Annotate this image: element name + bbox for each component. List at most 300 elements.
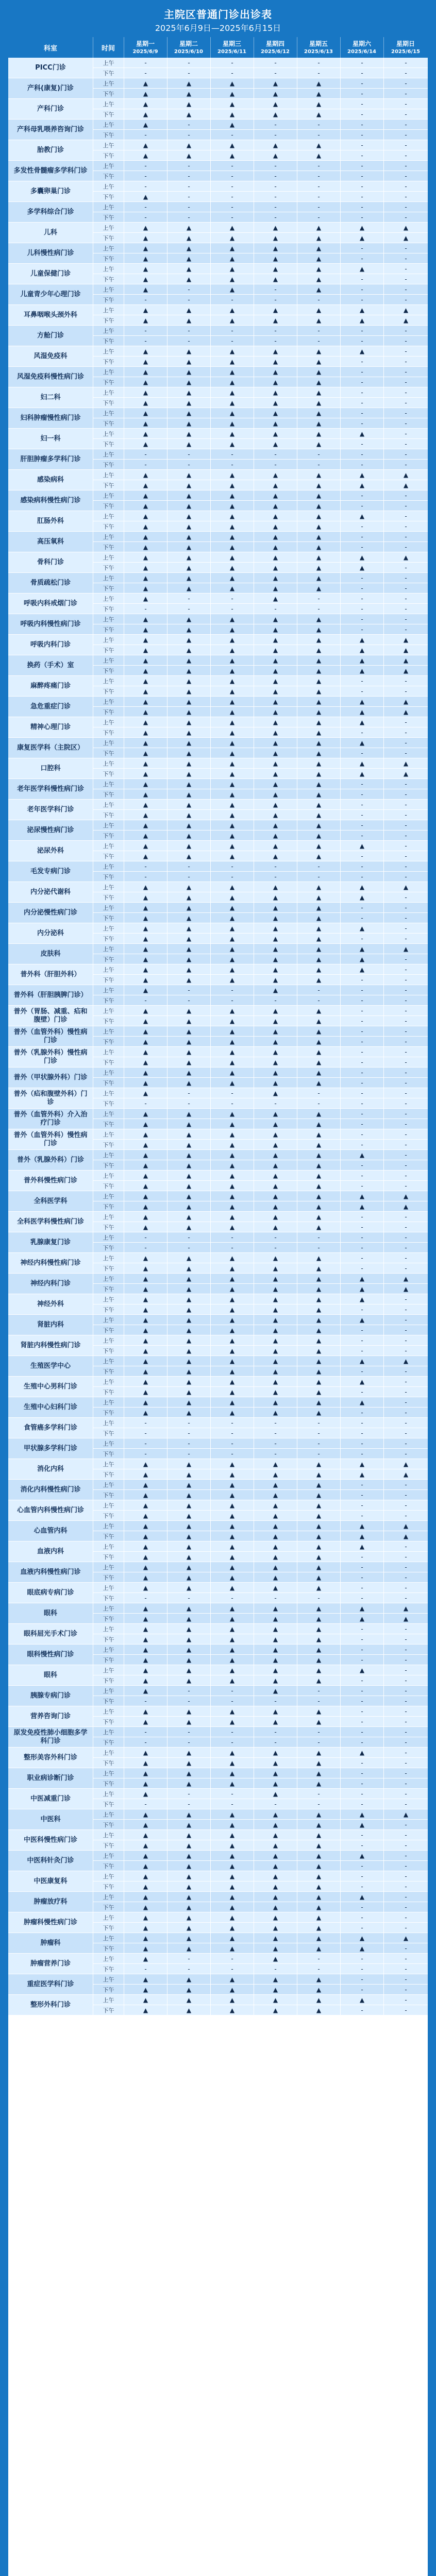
closed-mark-cell: - [340, 253, 383, 264]
open-mark-cell: ▲ [340, 1150, 383, 1160]
open-mark-cell: ▲ [124, 398, 167, 408]
closed-mark-cell: - [383, 521, 428, 532]
dept-name-cell: 营养咨询门诊 [8, 1706, 93, 1727]
closed-mark-cell: - [383, 1438, 428, 1449]
open-mark-cell: ▲ [124, 233, 167, 243]
closed-mark-cell: - [383, 676, 428, 686]
open-mark-cell: ▲ [210, 1037, 254, 1047]
open-mark-cell: ▲ [210, 903, 254, 913]
open-mark-cell: ▲ [124, 645, 167, 655]
dept-name-cell: 换药（手术）室 [8, 655, 93, 676]
open-mark-cell: ▲ [297, 1109, 340, 1119]
col-header-period-label: 时间 [101, 44, 115, 53]
closed-mark-cell: - [383, 357, 428, 367]
dept-name-cell: 普外（疝和腹壁外科）门诊 [8, 1088, 93, 1109]
closed-mark-cell: - [124, 212, 167, 223]
open-mark-cell: ▲ [254, 1469, 297, 1480]
open-mark-cell: ▲ [297, 552, 340, 563]
open-mark-cell: ▲ [167, 1047, 210, 1057]
open-mark-cell: ▲ [254, 1572, 297, 1583]
open-mark-cell: ▲ [254, 1583, 297, 1593]
closed-mark-cell: - [383, 1325, 428, 1335]
open-mark-cell: ▲ [297, 150, 340, 161]
open-mark-cell: ▲ [210, 913, 254, 923]
open-mark-cell: ▲ [210, 150, 254, 161]
closed-mark-cell: - [383, 1006, 428, 1016]
period-cell: 下午 [93, 192, 124, 202]
open-mark-cell: ▲ [383, 707, 428, 717]
open-mark-cell: ▲ [210, 1840, 254, 1851]
period-cell: 下午 [93, 1717, 124, 1727]
table-row [93, 1624, 428, 1634]
open-mark-cell: ▲ [297, 1171, 340, 1181]
closed-mark-cell: - [340, 1882, 383, 1892]
closed-mark-cell: - [383, 1593, 428, 1603]
open-mark-cell: ▲ [297, 1346, 340, 1356]
table-row [93, 1603, 428, 1614]
table-row [93, 594, 428, 604]
open-mark-cell: ▲ [124, 1830, 167, 1840]
closed-mark-cell: - [340, 192, 383, 202]
open-mark-cell: ▲ [297, 1335, 340, 1346]
period-cell: 下午 [93, 1778, 124, 1789]
period-cell: 上午 [93, 326, 124, 336]
open-mark-cell: ▲ [167, 1675, 210, 1686]
open-mark-cell: ▲ [167, 89, 210, 99]
open-mark-cell: ▲ [167, 583, 210, 594]
closed-mark-cell: - [167, 1438, 210, 1449]
open-mark-cell: ▲ [297, 1459, 340, 1469]
open-mark-cell: ▲ [254, 779, 297, 789]
open-mark-cell: ▲ [254, 594, 297, 604]
open-mark-cell: ▲ [210, 1985, 254, 1995]
open-mark-cell: ▲ [210, 1201, 254, 1212]
open-mark-cell: ▲ [210, 1078, 254, 1088]
open-mark-cell: ▲ [297, 1912, 340, 1923]
open-mark-cell: ▲ [124, 542, 167, 552]
dept-name-cell: 整形外科门诊 [8, 1995, 93, 2015]
open-mark-cell: ▲ [254, 1377, 297, 1387]
dept-name-cell: 普外（甲状腺外科）门诊 [8, 1067, 93, 1088]
period-cell: 下午 [93, 563, 124, 573]
closed-mark-cell: - [254, 460, 297, 470]
table-row [93, 1274, 428, 1284]
table-row [93, 449, 428, 460]
open-mark-cell: ▲ [254, 583, 297, 594]
table-row [93, 1902, 428, 1912]
closed-mark-cell: - [383, 1253, 428, 1263]
open-mark-cell: ▲ [340, 645, 383, 655]
open-mark-cell: ▲ [254, 676, 297, 686]
open-mark-cell: ▲ [297, 1933, 340, 1943]
open-mark-cell: ▲ [210, 1933, 254, 1943]
open-mark-cell: ▲ [297, 532, 340, 542]
open-mark-cell: ▲ [167, 1923, 210, 1933]
open-mark-cell: ▲ [254, 1459, 297, 1469]
table-row [93, 99, 428, 109]
closed-mark-cell: - [383, 202, 428, 212]
open-mark-cell: ▲ [383, 758, 428, 769]
open-mark-cell: ▲ [167, 1624, 210, 1634]
open-mark-cell: ▲ [254, 934, 297, 944]
open-mark-cell: ▲ [210, 1820, 254, 1830]
open-mark-cell: ▲ [297, 470, 340, 480]
open-mark-cell: ▲ [210, 315, 254, 326]
table-row [93, 1387, 428, 1397]
open-mark-cell: ▲ [254, 542, 297, 552]
open-mark-cell: ▲ [124, 1974, 167, 1985]
closed-mark-cell: - [383, 161, 428, 171]
closed-mark-cell: - [340, 1171, 383, 1181]
dept-name-cell: 皮肤科 [8, 944, 93, 964]
open-mark-cell: ▲ [124, 1572, 167, 1583]
col-header-day-6 [340, 37, 383, 58]
closed-mark-cell: - [124, 1593, 167, 1603]
open-mark-cell: ▲ [210, 1346, 254, 1356]
open-mark-cell: ▲ [167, 1294, 210, 1304]
closed-mark-cell: - [340, 1222, 383, 1232]
table-row [93, 758, 428, 769]
open-mark-cell: ▲ [167, 635, 210, 645]
open-mark-cell: ▲ [167, 1377, 210, 1387]
open-mark-cell: ▲ [167, 274, 210, 284]
period-cell: 上午 [93, 841, 124, 851]
period-cell: 上午 [93, 161, 124, 171]
open-mark-cell: ▲ [167, 521, 210, 532]
open-mark-cell: ▲ [254, 480, 297, 490]
open-mark-cell: ▲ [297, 1037, 340, 1047]
open-mark-cell: ▲ [254, 1665, 297, 1675]
table-row [93, 1717, 428, 1727]
open-mark-cell: ▲ [124, 1469, 167, 1480]
table-row [93, 1809, 428, 1820]
open-mark-cell: ▲ [167, 99, 210, 109]
open-mark-cell: ▲ [167, 707, 210, 717]
closed-mark-cell: - [210, 171, 254, 181]
closed-mark-cell: - [254, 336, 297, 346]
closed-mark-cell: - [383, 1026, 428, 1037]
col-header-period [93, 37, 124, 58]
open-mark-cell: ▲ [210, 501, 254, 511]
open-mark-cell: ▲ [297, 1943, 340, 1954]
period-cell: 下午 [93, 624, 124, 635]
table-row [93, 253, 428, 264]
open-mark-cell: ▲ [167, 769, 210, 779]
open-mark-cell: ▲ [124, 624, 167, 635]
closed-mark-cell: - [340, 1438, 383, 1449]
open-mark-cell: ▲ [167, 1469, 210, 1480]
period-cell: 上午 [93, 1480, 124, 1490]
open-mark-cell: ▲ [124, 521, 167, 532]
open-mark-cell: ▲ [383, 1933, 428, 1943]
closed-mark-cell: - [383, 336, 428, 346]
open-mark-cell: ▲ [167, 315, 210, 326]
table-row [93, 1047, 428, 1057]
open-mark-cell: ▲ [383, 470, 428, 480]
open-mark-cell: ▲ [210, 1119, 254, 1129]
open-mark-cell: ▲ [210, 1583, 254, 1593]
open-mark-cell: ▲ [297, 1377, 340, 1387]
open-mark-cell: ▲ [124, 1511, 167, 1521]
open-mark-cell: ▲ [254, 789, 297, 800]
closed-mark-cell: - [340, 686, 383, 697]
open-mark-cell: ▲ [167, 563, 210, 573]
table-row [93, 604, 428, 614]
closed-mark-cell: - [340, 1006, 383, 1016]
open-mark-cell: ▲ [383, 1356, 428, 1366]
open-mark-cell: ▲ [297, 1820, 340, 1830]
open-mark-cell: ▲ [297, 511, 340, 521]
period-cell: 下午 [93, 1304, 124, 1315]
dept-name-cell: 感染病科 [8, 470, 93, 490]
open-mark-cell: ▲ [254, 913, 297, 923]
closed-mark-cell: - [210, 1727, 254, 1737]
closed-mark-cell: - [340, 1861, 383, 1871]
closed-mark-cell: - [383, 532, 428, 542]
open-mark-cell: ▲ [254, 769, 297, 779]
open-mark-cell: ▲ [124, 934, 167, 944]
open-mark-cell: ▲ [210, 1480, 254, 1490]
open-mark-cell: ▲ [124, 1387, 167, 1397]
open-mark-cell: ▲ [124, 1943, 167, 1954]
period-cell: 下午 [93, 1737, 124, 1748]
open-mark-cell: ▲ [210, 1191, 254, 1201]
open-mark-cell: ▲ [124, 1408, 167, 1418]
open-mark-cell: ▲ [124, 1748, 167, 1758]
open-mark-cell: ▲ [254, 851, 297, 861]
open-mark-cell: ▲ [210, 1408, 254, 1418]
open-mark-cell: ▲ [210, 1500, 254, 1511]
closed-mark-cell: - [297, 171, 340, 181]
closed-mark-cell: - [210, 295, 254, 305]
closed-mark-cell: - [383, 542, 428, 552]
closed-mark-cell: - [254, 1428, 297, 1438]
period-cell: 下午 [93, 1243, 124, 1253]
open-mark-cell: ▲ [124, 1778, 167, 1789]
open-mark-cell: ▲ [254, 1902, 297, 1912]
table-row [93, 1315, 428, 1325]
closed-mark-cell: - [124, 1799, 167, 1809]
dept-name-cell: 全科医学科慢性病门诊 [8, 1212, 93, 1232]
open-mark-cell: ▲ [124, 1253, 167, 1263]
open-mark-cell: ▲ [340, 1356, 383, 1366]
closed-mark-cell: - [340, 1243, 383, 1253]
closed-mark-cell: - [340, 161, 383, 171]
table-row [93, 1500, 428, 1511]
closed-mark-cell: - [167, 1737, 210, 1748]
period-cell: 下午 [93, 1057, 124, 1067]
closed-mark-cell: - [383, 604, 428, 614]
open-mark-cell: ▲ [297, 1150, 340, 1160]
closed-mark-cell: - [383, 1552, 428, 1562]
period-cell: 下午 [93, 934, 124, 944]
open-mark-cell: ▲ [210, 470, 254, 480]
closed-mark-cell: - [210, 336, 254, 346]
open-mark-cell: ▲ [383, 1191, 428, 1201]
open-mark-cell: ▲ [297, 429, 340, 439]
open-mark-cell: ▲ [340, 738, 383, 748]
open-mark-cell: ▲ [254, 1335, 297, 1346]
closed-mark-cell: - [340, 130, 383, 140]
open-mark-cell: ▲ [124, 769, 167, 779]
closed-mark-cell: - [297, 326, 340, 336]
open-mark-cell: ▲ [297, 305, 340, 315]
closed-mark-cell: - [340, 521, 383, 532]
closed-mark-cell: - [383, 460, 428, 470]
open-mark-cell: ▲ [167, 1284, 210, 1294]
open-mark-cell: ▲ [124, 1222, 167, 1232]
open-mark-cell: ▲ [167, 1933, 210, 1943]
open-mark-cell: ▲ [167, 1274, 210, 1284]
table-row [93, 346, 428, 357]
open-mark-cell: ▲ [210, 1067, 254, 1078]
period-cell: 上午 [93, 367, 124, 377]
open-mark-cell: ▲ [254, 717, 297, 727]
period-cell: 上午 [93, 985, 124, 995]
open-mark-cell: ▲ [340, 305, 383, 315]
table-row [93, 1160, 428, 1171]
closed-mark-cell: - [340, 1232, 383, 1243]
table-row [93, 1119, 428, 1129]
closed-mark-cell: - [383, 418, 428, 429]
table-row [93, 1727, 428, 1737]
period-cell: 下午 [93, 831, 124, 841]
closed-mark-cell: - [340, 624, 383, 635]
closed-mark-cell: - [383, 1181, 428, 1191]
period-cell: 下午 [93, 872, 124, 882]
period-cell: 下午 [93, 1840, 124, 1851]
open-mark-cell: ▲ [167, 429, 210, 439]
table-row [93, 1098, 428, 1109]
open-mark-cell: ▲ [124, 1871, 167, 1882]
closed-mark-cell: - [297, 1789, 340, 1799]
closed-mark-cell: - [383, 1799, 428, 1809]
closed-mark-cell: - [383, 439, 428, 449]
closed-mark-cell: - [383, 1119, 428, 1129]
period-cell: 下午 [93, 233, 124, 243]
closed-mark-cell: - [383, 1377, 428, 1387]
open-mark-cell: ▲ [254, 490, 297, 501]
open-mark-cell: ▲ [167, 1511, 210, 1521]
dept-name-cell: 肛肠外科 [8, 511, 93, 532]
open-mark-cell: ▲ [167, 1346, 210, 1356]
open-mark-cell: ▲ [124, 1171, 167, 1181]
open-mark-cell: ▲ [167, 820, 210, 831]
table-row [93, 1335, 428, 1346]
open-mark-cell: ▲ [210, 1624, 254, 1634]
period-cell: 下午 [93, 954, 124, 964]
dept-name-cell: 神经内科慢性病门诊 [8, 1253, 93, 1274]
closed-mark-cell: - [383, 1706, 428, 1717]
open-mark-cell: ▲ [210, 511, 254, 521]
dept-name-cell: 妇二科 [8, 387, 93, 408]
open-mark-cell: ▲ [167, 789, 210, 800]
open-mark-cell: ▲ [254, 305, 297, 315]
dept-name-cell: 泌尿慢性病门诊 [8, 820, 93, 841]
open-mark-cell: ▲ [124, 1026, 167, 1037]
open-mark-cell: ▲ [297, 284, 340, 295]
open-mark-cell: ▲ [124, 501, 167, 511]
open-mark-cell: ▲ [210, 387, 254, 398]
open-mark-cell: ▲ [254, 78, 297, 89]
open-mark-cell: ▲ [254, 1655, 297, 1665]
open-mark-cell: ▲ [124, 717, 167, 727]
table-row [93, 727, 428, 738]
open-mark-cell: ▲ [124, 1521, 167, 1531]
open-mark-cell: ▲ [383, 1603, 428, 1614]
closed-mark-cell: - [254, 449, 297, 460]
closed-mark-cell: - [297, 58, 340, 68]
open-mark-cell: ▲ [383, 645, 428, 655]
open-mark-cell: ▲ [254, 1634, 297, 1645]
open-mark-cell: ▲ [124, 1541, 167, 1552]
table-row [93, 89, 428, 99]
table-row [93, 800, 428, 810]
open-mark-cell: ▲ [254, 820, 297, 831]
closed-mark-cell: - [210, 1954, 254, 1964]
open-mark-cell: ▲ [254, 1057, 297, 1067]
closed-mark-cell: - [340, 1078, 383, 1088]
open-mark-cell: ▲ [210, 810, 254, 820]
page-header [0, 0, 436, 37]
open-mark-cell: ▲ [124, 1356, 167, 1366]
open-mark-cell: ▲ [167, 1809, 210, 1820]
open-mark-cell: ▲ [297, 1603, 340, 1614]
closed-mark-cell: - [383, 1634, 428, 1645]
open-mark-cell: ▲ [254, 1201, 297, 1212]
table-row [93, 315, 428, 326]
closed-mark-cell: - [210, 1593, 254, 1603]
open-mark-cell: ▲ [254, 1253, 297, 1263]
closed-mark-cell: - [383, 1500, 428, 1511]
dept-name-cell: 中医康复科 [8, 1871, 93, 1892]
open-mark-cell: ▲ [167, 1067, 210, 1078]
open-mark-cell: ▲ [340, 1603, 383, 1614]
open-mark-cell: ▲ [254, 758, 297, 769]
table-row [93, 717, 428, 727]
period-cell: 下午 [93, 1408, 124, 1418]
table-row [93, 1304, 428, 1315]
closed-mark-cell: - [124, 1727, 167, 1737]
table-row [93, 532, 428, 542]
table-row [93, 666, 428, 676]
open-mark-cell: ▲ [297, 1511, 340, 1521]
closed-mark-cell: - [167, 130, 210, 140]
open-mark-cell: ▲ [167, 851, 210, 861]
open-mark-cell: ▲ [167, 738, 210, 748]
open-mark-cell: ▲ [297, 1222, 340, 1232]
closed-mark-cell: - [340, 604, 383, 614]
open-mark-cell: ▲ [124, 1655, 167, 1665]
open-mark-cell: ▲ [297, 1408, 340, 1418]
open-mark-cell: ▲ [254, 686, 297, 697]
table-row [93, 934, 428, 944]
dept-name-cell: 心血管内科慢性病门诊 [8, 1500, 93, 1521]
open-mark-cell: ▲ [210, 1222, 254, 1232]
period-cell: 下午 [93, 1098, 124, 1109]
open-mark-cell: ▲ [210, 398, 254, 408]
open-mark-cell: ▲ [340, 233, 383, 243]
closed-mark-cell: - [383, 964, 428, 975]
closed-mark-cell: - [383, 253, 428, 264]
open-mark-cell: ▲ [297, 1274, 340, 1284]
open-mark-cell: ▲ [167, 1160, 210, 1171]
open-mark-cell: ▲ [254, 707, 297, 717]
table-row [93, 377, 428, 387]
closed-mark-cell: - [340, 1418, 383, 1428]
closed-mark-cell: - [340, 1016, 383, 1026]
closed-mark-cell: - [340, 934, 383, 944]
